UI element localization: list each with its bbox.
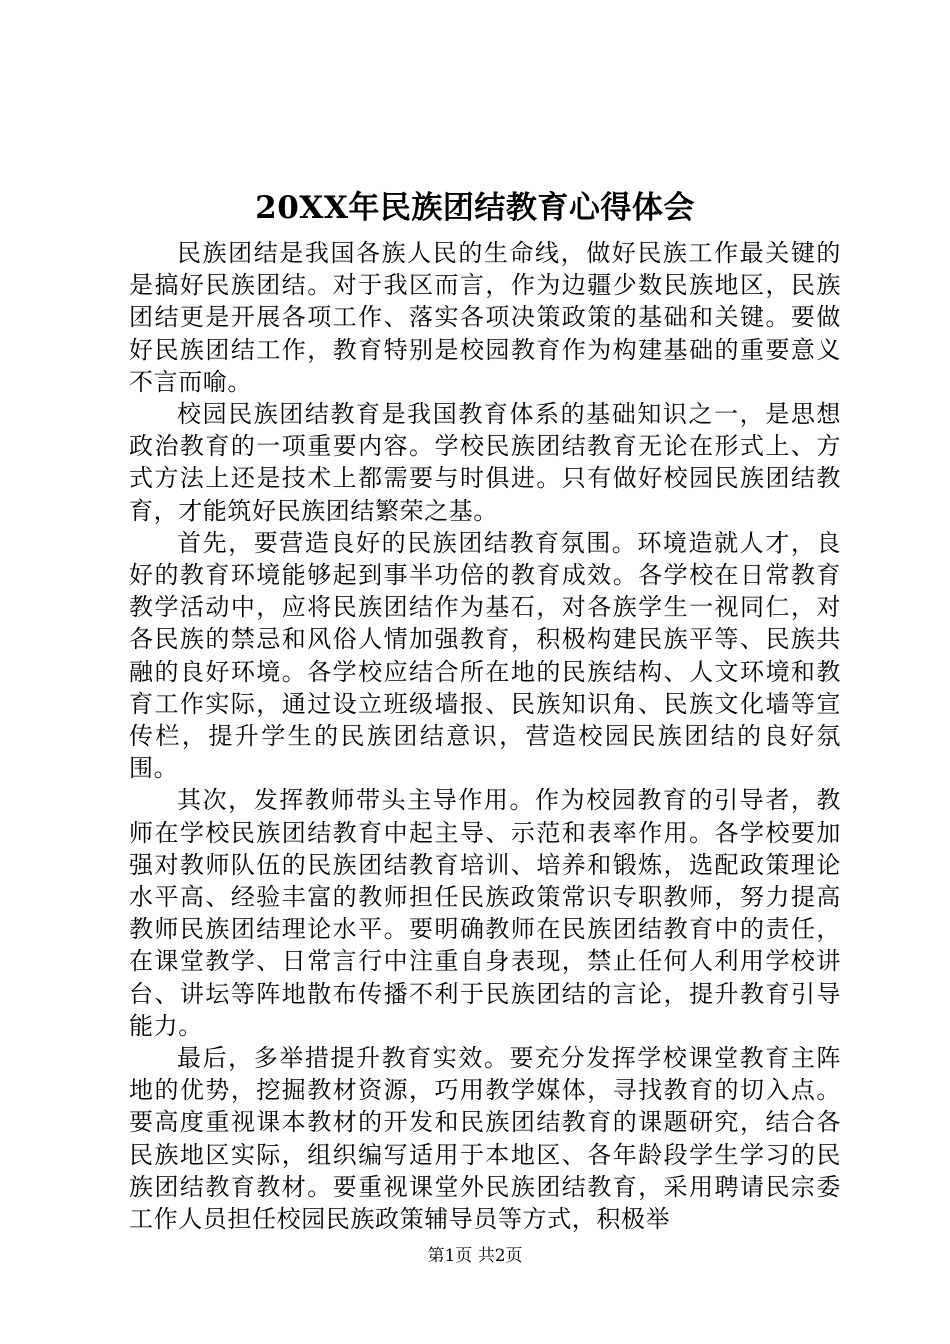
paragraph: 首先，要营造良好的民族团结教育氛围。环境造就人才，良好的教育环境能够起到事半功倍的教育成效。各学校在日常教育教学活动中，应将民族团结作为基石，对各族学生一视同仁，对各民族的禁忌和风俗人情加强教育，积极构建民族平等、民族共融的良好环境。各学校应结合所在地的民族结构、人文环境和教育工作实际，通过设立班级墙报、民族知识角、民族文化墙等宣传栏，提升学生的民族团结意识，营造校园民族团结的良好氛围。 (129, 528, 841, 783)
paragraph: 其次，发挥教师带头主导作用。作为校园教育的引导者，教师在学校民族团结教育中起主导、示范和表率作用。各学校要加强对教师队伍的民族团结教育培训、培养和锻炼，选配政策理论水平高、经验丰富的教师担任民族政策常识专职教师，努力提高教师民族团结理论水平。要明确教师在民族团结教育中的责任，在课堂教学、日常言行中注重自身表现，禁止任何人利用学校讲台、讲坛等阵地散布传播不利于民族团结的言论，提升教育引导能力。 (129, 786, 841, 1040)
paragraph: 最后，多举措提升教育实效。要充分发挥学校课堂教育主阵地的优势，挖掘教材资源，巧用教学媒体，寻找教育的切入点。要高度重视课本教材的开发和民族团结教育的课题研究，结合各民族地区实际，组织编写适用于本地区、各年龄段学生学习的民族团结教育教材。要重视课堂外民族团结教育，采用聘请民宗委工作人员担任校园民族政策辅导员等方式，积极举 (129, 1044, 841, 1234)
document-title: 20XX年民族团结教育心得体会 (255, 190, 695, 226)
paragraph: 民族团结是我国各族人民的生命线，做好民族工作最关键的是搞好民族团结。对于我区而言，作为边疆少数民族地区，民族团结更是开展各项工作、落实各项决策政策的基础和关键。要做好民族团结工作，教育特别是校园教育作为构建基础的重要意义不言而喻。 (129, 239, 841, 396)
paragraph: 校园民族团结教育是我国教育体系的基础知识之一，是思想政治教育的一项重要内容。学校民族团结教育无论在形式上、方式方法上还是技术上都需要与时俱进。只有做好校园民族团结教育，才能筑好民族团结繁荣之基。 (129, 400, 841, 525)
document-body (129, 237, 841, 1235)
page-number-footer: 第1页 共2页 (427, 1246, 523, 1266)
